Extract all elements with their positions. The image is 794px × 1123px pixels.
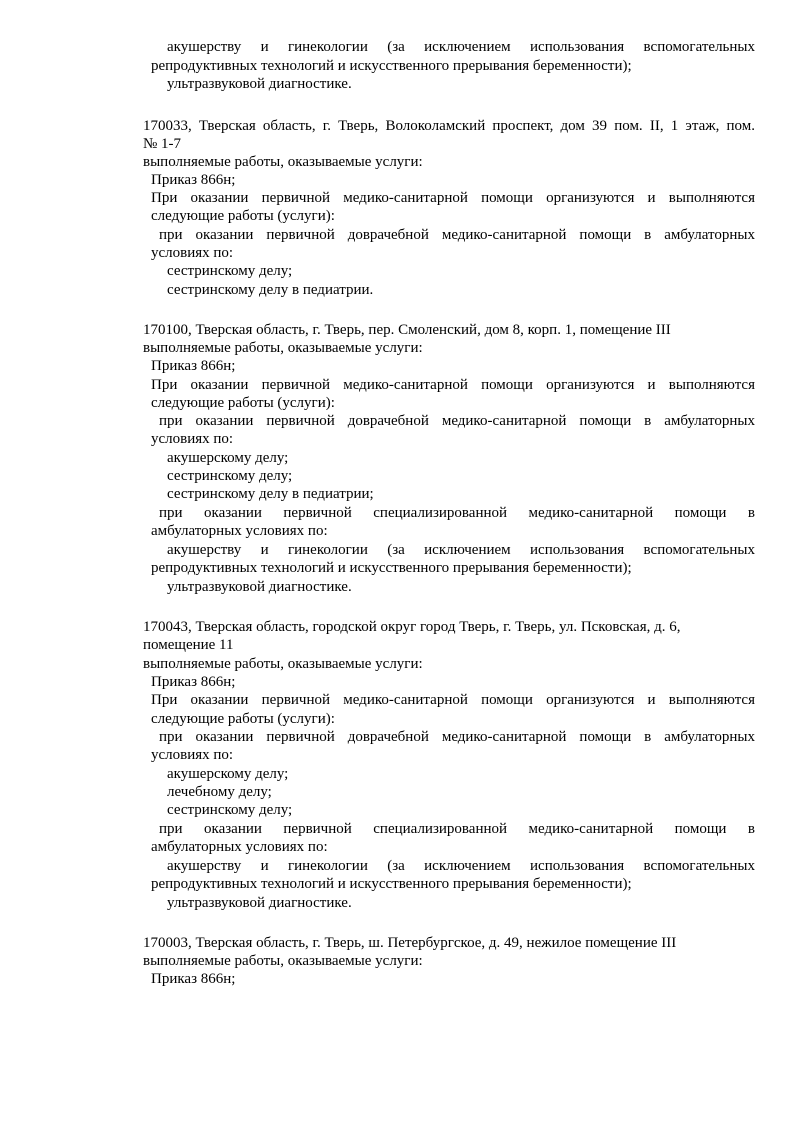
text-line: условиях по:: [151, 245, 234, 261]
text-line: условиях по:: [151, 747, 234, 763]
list-item: акушерству и гинекологии (за исключением использования вспомогательных: [167, 858, 755, 874]
text-line: условиях по:: [151, 431, 234, 447]
order-reference: Приказ 866н;: [151, 172, 236, 188]
list-item: сестринскому делу в педиатрии;: [167, 486, 374, 502]
text-line: при оказании первичной специализированной медико-санитарной помощи в: [159, 505, 755, 521]
section-label: выполняемые работы, оказываемые услуги:: [143, 656, 423, 672]
text-line: амбулаторных условиях по:: [151, 839, 328, 855]
list-item: акушерскому делу;: [167, 450, 289, 466]
order-reference: Приказ 866н;: [151, 358, 236, 374]
text-line: следующие работы (услуги):: [151, 711, 335, 727]
text-line: при оказании первичной доврачебной медико-санитарной помощи в амбулаторных: [159, 729, 755, 745]
text-line: при оказании первичной доврачебной медико-санитарной помощи в амбулаторных: [159, 413, 755, 429]
order-reference: Приказ 866н;: [151, 971, 236, 987]
text-line: ультразвуковой диагностике.: [167, 76, 352, 92]
list-item: лечебному делу;: [167, 784, 272, 800]
section-label: выполняемые работы, оказываемые услуги:: [143, 340, 423, 356]
text-line: При оказании первичной медико-санитарной помощи организуются и выполняются: [151, 692, 755, 708]
list-item: ультразвуковой диагностике.: [167, 579, 352, 595]
list-item: ультразвуковой диагностике.: [167, 895, 352, 911]
text-line: репродуктивных технологий и искусственного прерывания беременности);: [151, 876, 632, 892]
address-heading: 170043, Тверская область, городской округ город Тверь, г. Тверь, ул. Псковская, д. 6,: [143, 619, 681, 635]
order-reference: Приказ 866н;: [151, 674, 236, 690]
text-line: При оказании первичной медико-санитарной помощи организуются и выполняются: [151, 377, 755, 393]
text-line: репродуктивных технологий и искусственного прерывания беременности);: [151, 560, 632, 576]
list-item: акушерству и гинекологии (за исключением использования вспомогательных: [167, 542, 755, 558]
list-item: сестринскому делу;: [167, 802, 293, 818]
text-line: амбулаторных условиях по:: [151, 523, 328, 539]
list-item: сестринскому делу;: [167, 263, 293, 279]
address-heading: 170100, Тверская область, г. Тверь, пер. Смоленский, дом 8, корп. 1, помещение III: [143, 322, 671, 338]
address-heading: 170003, Тверская область, г. Тверь, ш. Петербургское, д. 49, нежилое помещение III: [143, 935, 677, 951]
address-heading-cont: помещение 11: [143, 637, 234, 653]
address-heading-cont: № 1-7: [143, 136, 182, 152]
text-line: следующие работы (услуги):: [151, 395, 335, 411]
section-label: выполняемые работы, оказываемые услуги:: [143, 953, 423, 969]
text-line: акушерству и гинекологии (за исключением использования вспомогательных: [167, 39, 755, 55]
text-line: при оказании первичной доврачебной медико-санитарной помощи в амбулаторных: [159, 227, 755, 243]
text-line: при оказании первичной специализированной медико-санитарной помощи в: [159, 821, 755, 837]
list-item: акушерскому делу;: [167, 766, 289, 782]
text-line: При оказании первичной медико-санитарной помощи организуются и выполняются: [151, 190, 755, 206]
text-line: репродуктивных технологий и искусственного прерывания беременности);: [151, 58, 632, 74]
text-line: следующие работы (услуги):: [151, 208, 335, 224]
list-item: сестринскому делу;: [167, 468, 293, 484]
section-label: выполняемые работы, оказываемые услуги:: [143, 154, 423, 170]
list-item: сестринскому делу в педиатрии.: [167, 282, 374, 298]
address-heading: 170033, Тверская область, г. Тверь, Волоколамский проспект, дом 39 пом. II, 1 этаж, пом.: [143, 118, 755, 134]
